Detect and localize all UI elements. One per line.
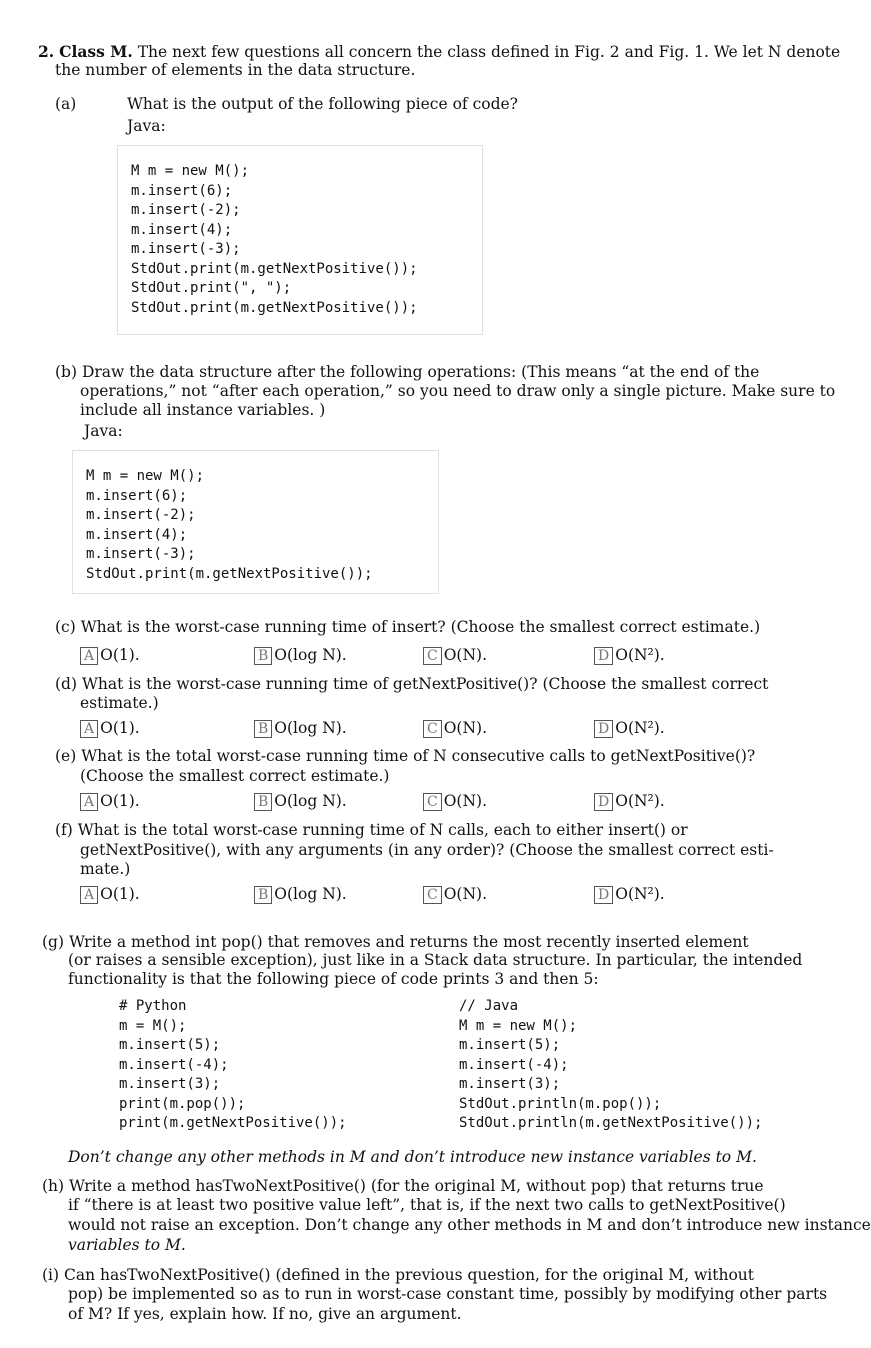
code-line: m.insert(-2); bbox=[131, 202, 241, 218]
part-a-label: (a) bbox=[55, 95, 77, 113]
code-line: StdOut.print(m.getNextPositive()); bbox=[131, 299, 418, 316]
code-line: m.insert(5); bbox=[459, 1037, 561, 1053]
part-c-option-c[interactable]: C O(N). bbox=[423, 645, 487, 665]
part-b-line1: (b) Draw the data structure after the following operations: (This means “at the end of the bbox=[55, 363, 760, 381]
code-line: m.insert(6); bbox=[86, 487, 188, 504]
part-b-line3: include all instance variables. ) bbox=[80, 401, 326, 419]
code-line: print(m.getNextPositive()); bbox=[119, 1115, 347, 1131]
code-line: m.insert(-3); bbox=[86, 546, 196, 562]
code-line: StdOut.println(m.pop()); bbox=[459, 1095, 662, 1112]
part-e-option-c[interactable]: C O(N). bbox=[423, 791, 487, 811]
question-number: 2. bbox=[38, 42, 55, 61]
code-line: m.insert(-4); bbox=[459, 1056, 569, 1073]
part-g-line3: functionality is that the following piece of code prints 3 and then 5: bbox=[68, 970, 599, 988]
code-line: m.insert(3); bbox=[459, 1076, 561, 1092]
part-c-question: (c) What is the worst-case running time of insert? (Choose the smallest correct estimate.) bbox=[55, 618, 761, 636]
part-f-option-c[interactable]: C O(N). bbox=[423, 884, 487, 904]
part-f-line2: getNextPositive(), with any arguments (in any order)? (Choose the smallest correct esti- bbox=[80, 841, 774, 859]
part-b-lang: Java: bbox=[84, 422, 123, 440]
part-e-option-a[interactable]: A O(1). bbox=[80, 791, 140, 811]
part-d-option-c[interactable]: C O(N). bbox=[423, 718, 487, 738]
code-line: m.insert(6); bbox=[131, 182, 233, 199]
part-b-code-block bbox=[72, 450, 439, 594]
question-intro-line2: the number of elements in the data structure. bbox=[55, 61, 416, 79]
part-a-question: What is the output of the following piece of code? bbox=[127, 95, 518, 113]
code-line: // Java bbox=[459, 998, 519, 1014]
code-line: StdOut.print(m.getNextPositive()); bbox=[86, 565, 373, 582]
part-e-option-b[interactable]: B O(log N). bbox=[254, 791, 347, 811]
part-e-option-d[interactable]: D O(N²). bbox=[594, 791, 665, 811]
part-i-line3: of M? If yes, explain how. If no, give an argument. bbox=[68, 1305, 462, 1323]
part-d-option-b[interactable]: B O(log N). bbox=[254, 718, 347, 738]
code-line: # Python bbox=[119, 998, 187, 1014]
part-f-line1: (f) What is the total worst-case running time of N calls, each to either insert() or bbox=[55, 821, 688, 839]
code-line: m.insert(3); bbox=[119, 1076, 221, 1092]
question-2-intro bbox=[38, 42, 840, 62]
code-line: M m = new M(); bbox=[131, 163, 250, 179]
part-i-line2: pop) be implemented so as to run in worst-case constant time, possibly by modifying other parts bbox=[68, 1285, 828, 1303]
part-c-option-d[interactable]: D O(N²). bbox=[594, 645, 665, 665]
question-intro: The next few questions all concern the class defined in Fig. 2 and Fig. 1. We let N denote bbox=[132, 43, 841, 61]
code-line: StdOut.print(", "); bbox=[131, 280, 292, 296]
code-line: m.insert(-2); bbox=[86, 507, 196, 523]
part-d-option-d[interactable]: D O(N²). bbox=[594, 718, 665, 738]
part-c-option-a[interactable]: A O(1). bbox=[80, 645, 140, 665]
code-line: M m = new M(); bbox=[86, 468, 205, 484]
part-a-lang: Java: bbox=[127, 117, 166, 135]
code-line: M m = new M(); bbox=[459, 1017, 578, 1034]
code-line: m.insert(-4); bbox=[119, 1056, 229, 1073]
part-e-line2: (Choose the smallest correct estimate.) bbox=[80, 767, 390, 785]
code-line: StdOut.print(m.getNextPositive()); bbox=[131, 260, 418, 277]
part-h-line3: would not raise an exception. Don’t change any other methods in M and don’t introduce new instance bbox=[68, 1216, 871, 1234]
part-g-note: Don’t change any other methods in M and don’t introduce new instance variables to M. bbox=[68, 1148, 757, 1166]
part-f-option-a[interactable]: A O(1). bbox=[80, 884, 140, 904]
part-f-line3: mate.) bbox=[80, 860, 131, 878]
code-line: StdOut.println(m.getNextPositive()); bbox=[459, 1115, 763, 1131]
code-line: m.insert(5); bbox=[119, 1037, 221, 1053]
part-f-option-b[interactable]: B O(log N). bbox=[254, 884, 347, 904]
code-line: m.insert(-3); bbox=[131, 241, 241, 257]
part-i-line1: (i) Can hasTwoNextPositive() (defined in the previous question, for the original M, without bbox=[42, 1266, 755, 1284]
part-c-option-b[interactable]: B O(log N). bbox=[254, 645, 347, 665]
part-d-option-a[interactable]: A O(1). bbox=[80, 718, 140, 738]
code-line: m.insert(4); bbox=[86, 526, 188, 543]
part-h-line1: (h) Write a method hasTwoNextPositive() (for the original M, without pop) that returns true bbox=[42, 1177, 764, 1195]
question-title: Class M. bbox=[59, 42, 133, 61]
part-b-line2: operations,” not “after each operation,” so you need to draw only a single picture. Make sure to bbox=[80, 382, 836, 400]
part-d-line1: (d) What is the worst-case running time of getNextPositive()? (Choose the smallest correct bbox=[55, 675, 769, 693]
code-line: m = M(); bbox=[119, 1017, 187, 1034]
part-e-line1: (e) What is the total worst-case running time of N consecutive calls to getNextPositive()? bbox=[55, 747, 756, 765]
part-h-line2: if “there is at least two positive value left”, that is, if the next two calls to getNextPositive() bbox=[68, 1196, 786, 1214]
part-h-line4: variables to M. bbox=[68, 1236, 186, 1254]
part-g-line2: (or raises a sensible exception), just like in a Stack data structure. In particular, the intended bbox=[68, 951, 803, 969]
code-line: m.insert(4); bbox=[131, 221, 233, 238]
part-g-line1: (g) Write a method int pop() that removes and returns the most recently inserted element bbox=[42, 933, 749, 951]
part-d-line2: estimate.) bbox=[80, 694, 159, 712]
part-f-option-d[interactable]: D O(N²). bbox=[594, 884, 665, 904]
code-line: print(m.pop()); bbox=[119, 1095, 246, 1112]
part-a-code-block bbox=[117, 145, 483, 335]
